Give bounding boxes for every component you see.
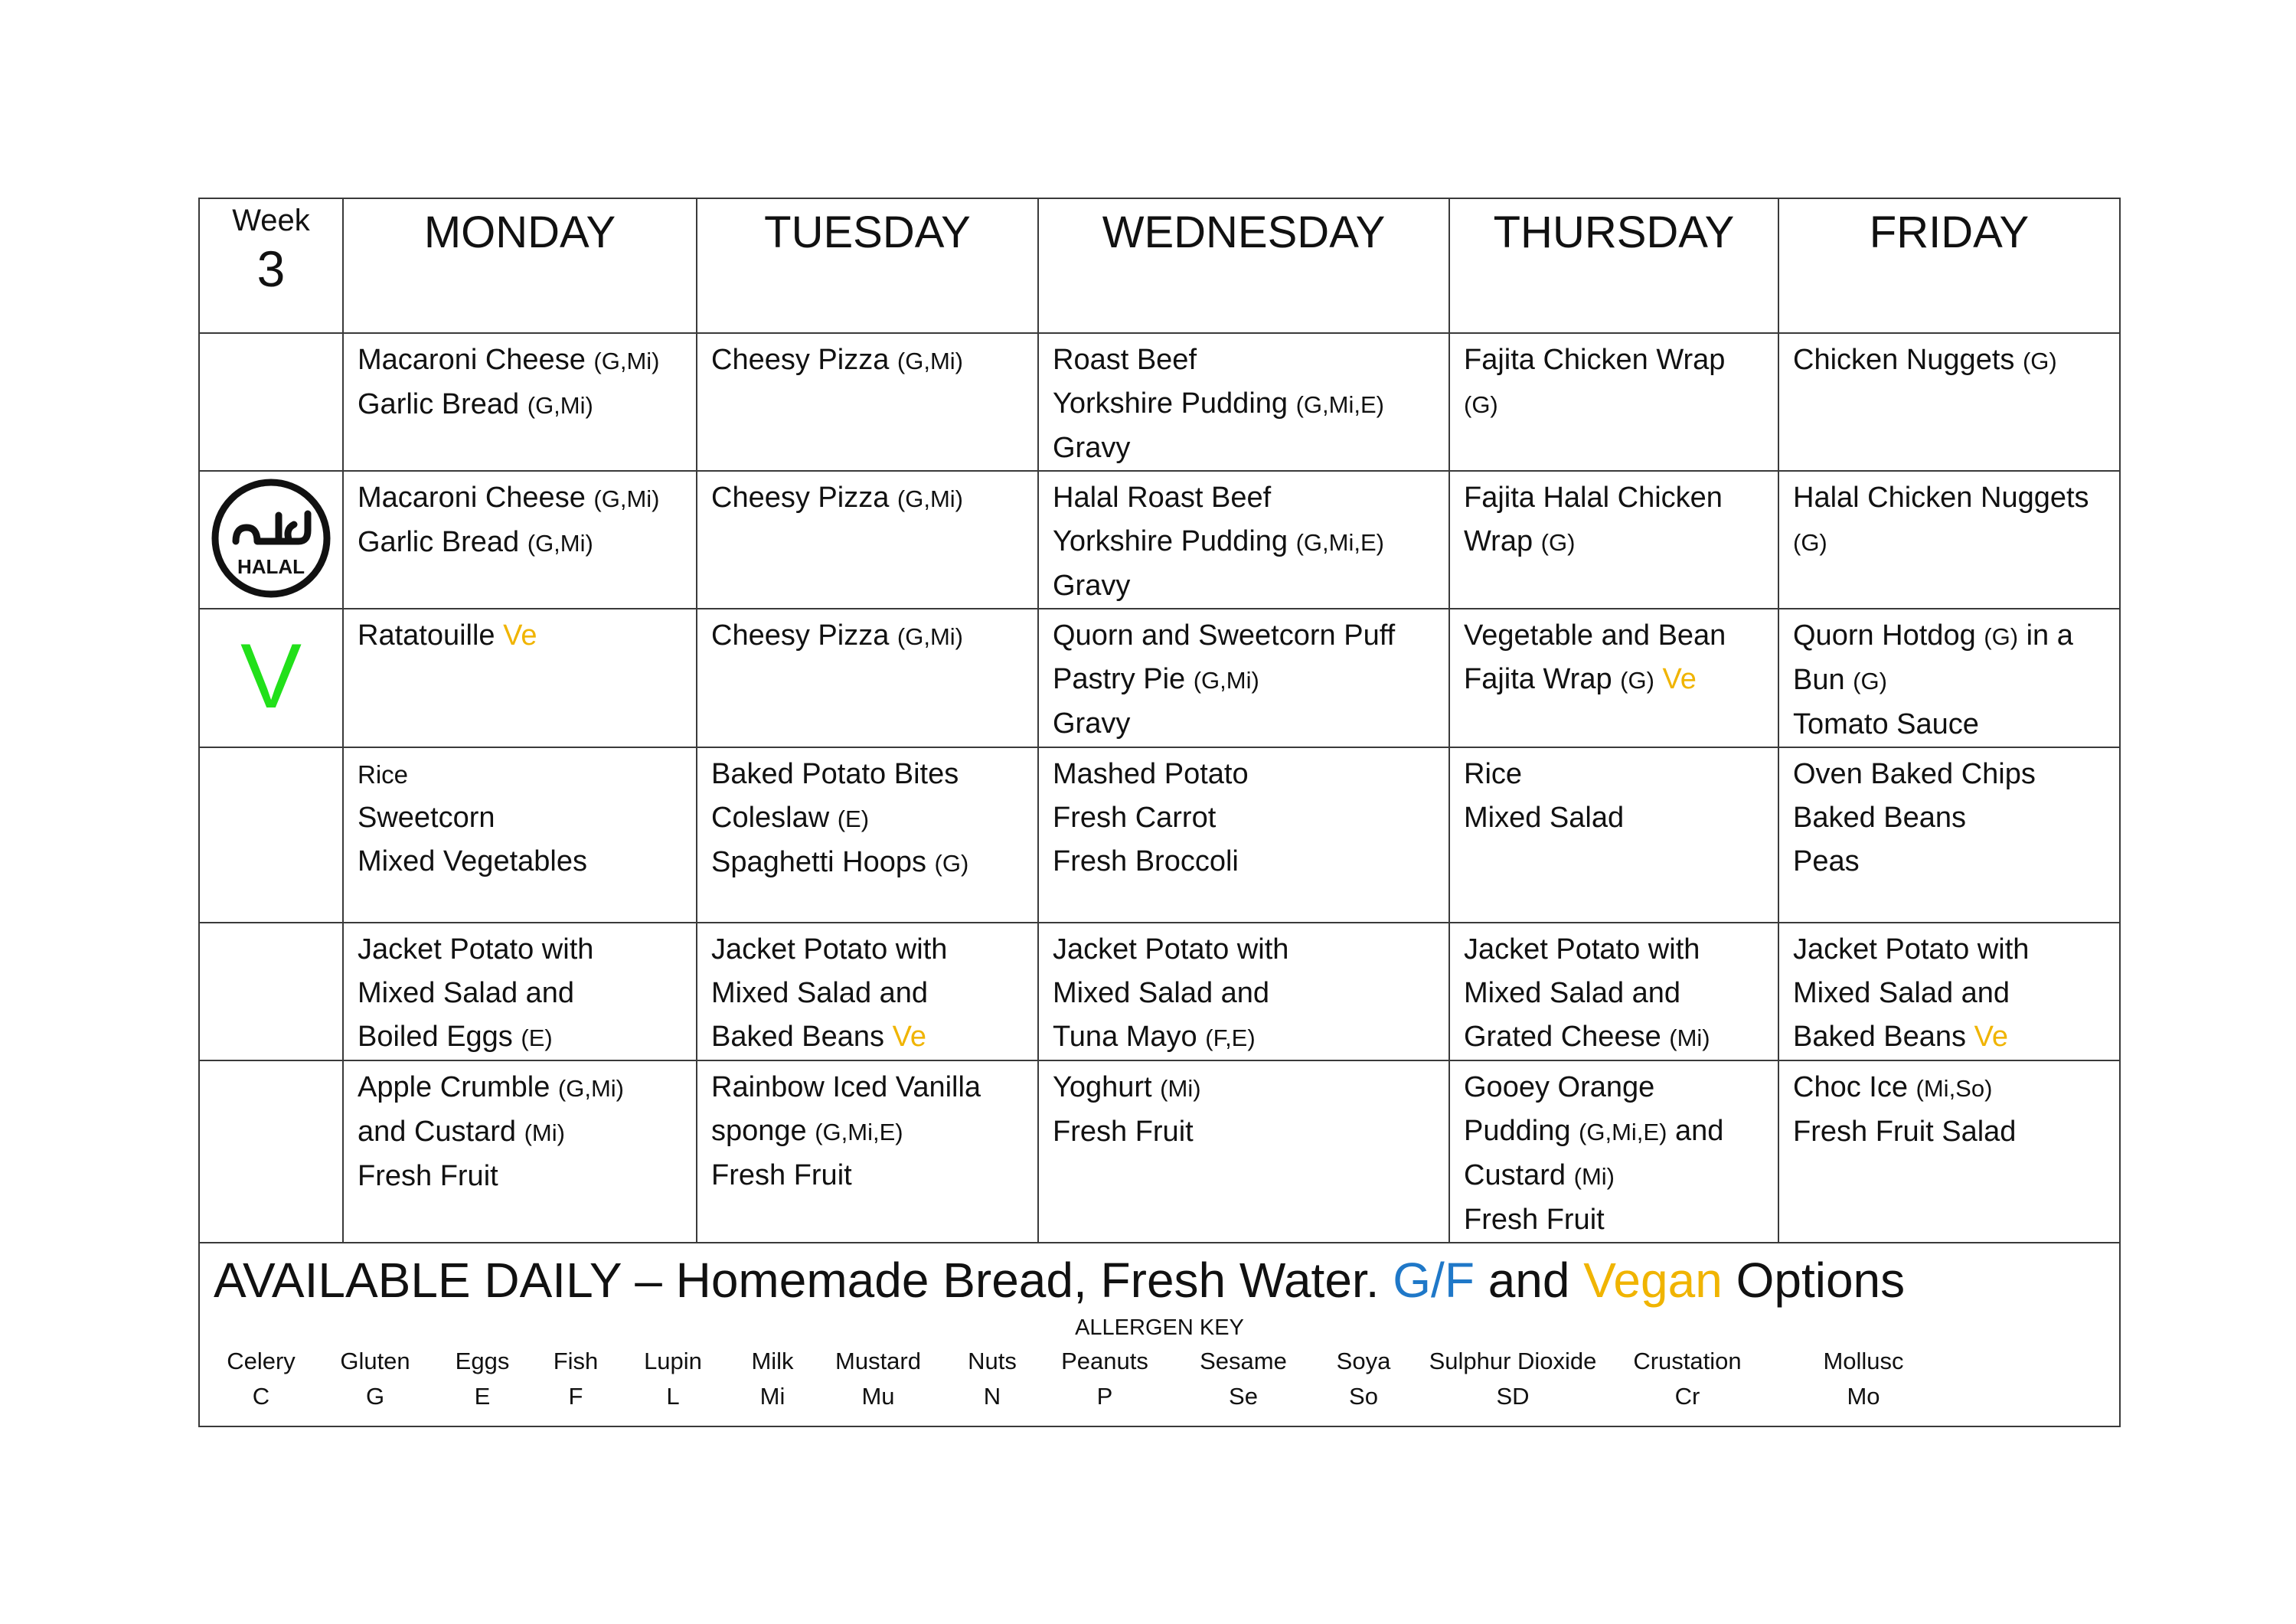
menu-text: Macaroni Cheese <box>358 482 594 514</box>
menu-line <box>1793 1110 2105 1154</box>
menu-line <box>358 753 682 796</box>
jacket-cell-thursday <box>1449 923 1778 1060</box>
allergen-tag: (Mi) <box>1669 1024 1710 1051</box>
menu-text: Roast Beef <box>1053 344 1197 376</box>
dessert-cell-monday <box>343 1060 697 1243</box>
menu-line <box>1793 796 2105 840</box>
menu-line <box>1053 476 1435 520</box>
menu-text: Halal Roast Beef <box>1053 482 1272 514</box>
menu-line <box>711 338 1024 383</box>
menu-line <box>711 753 1024 796</box>
day-header-friday: FRIDAY <box>1778 198 2120 333</box>
vegan-tag: Ve <box>1974 1021 2008 1053</box>
allergen-tag: (G) <box>2022 348 2057 374</box>
row-label-empty <box>199 923 343 1060</box>
day-header-wednesday: WEDNESDAY <box>1038 198 1449 333</box>
menu-text: Vegetable and Bean <box>1464 619 1726 652</box>
dessert-cell-friday <box>1778 1060 2120 1243</box>
menu-line <box>711 796 1024 841</box>
menu-line <box>711 1015 1024 1059</box>
menu-text: Rice <box>1464 758 1523 790</box>
menu-text: Rice <box>358 760 409 789</box>
allergen-name: Gluten <box>340 1348 410 1374</box>
allergen-tag: (G) <box>1464 391 1498 418</box>
allergen-key-item <box>1823 1344 1903 1414</box>
allergen-key-item <box>1429 1344 1597 1414</box>
menu-text: sponge <box>711 1115 815 1147</box>
menu-text: Pastry Pie <box>1053 663 1194 695</box>
menu-line <box>1793 476 2105 520</box>
menu-line <box>358 383 682 427</box>
menu-line <box>711 841 1024 885</box>
jacket-cell-friday <box>1778 923 2120 1060</box>
menu-text: Mixed Salad and <box>711 977 929 1009</box>
dessert-cell-thursday <box>1449 1060 1778 1243</box>
menu-line <box>1464 1198 1764 1242</box>
halal-cell-tuesday <box>697 471 1038 609</box>
menu-text: Yorkshire Pudding <box>1053 525 1296 557</box>
sides-cell-friday <box>1778 747 2120 923</box>
jacket-cell-wednesday <box>1038 923 1449 1060</box>
menu-text: Garlic Bread <box>358 388 527 420</box>
allergen-key-item <box>751 1344 793 1414</box>
allergen-key-item <box>1200 1344 1287 1414</box>
menu-text: Grated Cheese <box>1464 1021 1670 1053</box>
allergen-tag: (G,Mi) <box>527 392 593 419</box>
sides-cell-tuesday <box>697 747 1038 923</box>
allergen-code: Cr <box>1674 1383 1700 1410</box>
weekly-menu-table <box>198 198 2121 1427</box>
dessert-row <box>199 1060 2120 1243</box>
menu-line <box>1464 614 1764 658</box>
menu-text: Wrap <box>1464 525 1541 557</box>
allergen-tag: (Mi,So) <box>1916 1075 1993 1102</box>
menu-line <box>1793 928 2105 972</box>
allergen-code: So <box>1349 1383 1378 1410</box>
menu-line <box>1793 703 2105 747</box>
menu-text: Pudding <box>1464 1115 1579 1147</box>
allergen-tag: (Mi) <box>524 1119 565 1146</box>
menu-line <box>1053 658 1435 702</box>
menu-line <box>1793 753 2105 796</box>
menu-line <box>711 1066 1024 1109</box>
menu-line <box>358 1066 682 1110</box>
allergen-name: Celery <box>227 1348 296 1374</box>
menu-text: Choc Ice <box>1793 1071 1916 1103</box>
halal-cell-friday <box>1778 471 2120 609</box>
allergen-code: Mu <box>861 1383 895 1410</box>
row-label-empty <box>199 333 343 471</box>
footer-cell <box>199 1243 2120 1426</box>
menu-line <box>358 1110 682 1155</box>
menu-text: Gravy <box>1053 570 1131 602</box>
halal-cell-thursday <box>1449 471 1778 609</box>
menu-text: and Custard <box>358 1116 524 1148</box>
menu-line <box>1464 382 1764 426</box>
menu-text: Peas <box>1793 845 1860 877</box>
allergen-tag: (G) <box>1793 529 1827 556</box>
menu-line <box>1053 928 1435 972</box>
menu-text: Fresh Fruit <box>358 1160 498 1192</box>
menu-text: Mixed Vegetables <box>358 845 587 877</box>
menu-line <box>1793 1066 2105 1110</box>
menu-line <box>1053 614 1435 658</box>
vegetarian-v-mark: V <box>240 625 302 727</box>
menu-line <box>358 928 682 972</box>
halal-label-cell <box>199 471 343 609</box>
sides-cell-wednesday <box>1038 747 1449 923</box>
allergen-key-title: ALLERGEN KEY <box>1075 1315 1244 1340</box>
menu-line <box>1464 1066 1764 1109</box>
halal-cell-wednesday <box>1038 471 1449 609</box>
vegetarian-label-cell <box>199 609 343 747</box>
allergen-tag: (G,Mi,E) <box>1579 1119 1667 1145</box>
allergen-tag: (G) <box>1984 623 2019 650</box>
allergen-tag: (G) <box>1540 529 1576 556</box>
menu-text: Sweetcorn <box>358 802 495 834</box>
allergen-code: N <box>983 1383 1001 1410</box>
menu-text: Quorn Hotdog <box>1793 619 1984 652</box>
menu-text: Halal Chicken Nuggets <box>1793 482 2089 514</box>
allergen-key-item <box>340 1344 410 1414</box>
halal-logo-text: HALAL <box>237 554 305 578</box>
allergen-key-item <box>1061 1344 1148 1414</box>
allergen-tag: (G) <box>1620 667 1654 694</box>
allergen-tag: (G,Mi) <box>593 348 660 374</box>
available-daily-line <box>214 1250 2105 1311</box>
halal-logo-icon <box>210 477 332 600</box>
menu-text: Jacket Potato with <box>1053 933 1289 966</box>
menu-line <box>358 1015 682 1060</box>
sides-cell-monday <box>343 747 697 923</box>
allergen-tag: (G,Mi,E) <box>1295 529 1384 556</box>
menu-line <box>1464 1109 1764 1154</box>
day-header-monday: MONDAY <box>343 198 697 333</box>
allergen-key <box>214 1341 2105 1414</box>
main-cell-friday <box>1778 333 2120 471</box>
menu-line <box>1464 520 1764 564</box>
allergen-name: Soya <box>1336 1348 1391 1374</box>
allergen-name: Sesame <box>1200 1348 1287 1374</box>
menu-line <box>1053 382 1435 426</box>
menu-text: Gravy <box>1053 707 1131 740</box>
menu-text: Coleslaw <box>711 802 838 834</box>
menu-line <box>1793 972 2105 1015</box>
menu-text: Macaroni Cheese <box>358 344 594 376</box>
sides-row <box>199 747 2120 923</box>
allergen-tag: (E) <box>837 805 870 832</box>
menu-line <box>711 476 1024 521</box>
menu-text: Fresh Fruit <box>711 1159 852 1191</box>
menu-line <box>1464 476 1764 520</box>
allergen-tag: (G,Mi) <box>527 530 593 557</box>
allergen-code: SD <box>1496 1383 1530 1410</box>
allergen-key-item <box>835 1344 921 1414</box>
allergen-tag: (G,Mi) <box>897 623 963 650</box>
menu-line <box>711 614 1024 658</box>
allergen-code: L <box>666 1383 680 1410</box>
jacket-cell-tuesday <box>697 923 1038 1060</box>
menu-line <box>1464 928 1764 972</box>
menu-text: Cheesy Pizza <box>711 344 897 376</box>
allergen-tag: (Mi) <box>1573 1163 1615 1190</box>
allergen-tag: (G,Mi) <box>897 485 963 512</box>
menu-text: Fresh Fruit <box>1053 1116 1194 1148</box>
menu-line <box>1793 614 2105 658</box>
menu-line <box>358 521 682 565</box>
menu-text: Baked Beans <box>1793 1021 1974 1053</box>
main-cell-thursday <box>1449 333 1778 471</box>
menu-text: Quorn and Sweetcorn Puff <box>1053 619 1396 652</box>
vegan-tag: Ve <box>1654 663 1697 695</box>
allergen-tag: (G,Mi) <box>1193 667 1259 694</box>
menu-text: Jacket Potato with <box>1793 933 2030 966</box>
footer-row <box>199 1243 2120 1426</box>
dessert-cell-tuesday <box>697 1060 1038 1243</box>
menu-line <box>1053 796 1435 840</box>
menu-line <box>1793 1015 2105 1059</box>
menu-line <box>1464 753 1764 796</box>
vegetarian-cell-thursday <box>1449 609 1778 747</box>
allergen-code: Mo <box>1847 1383 1880 1410</box>
jacket-potato-row <box>199 923 2120 1060</box>
menu-line <box>1053 520 1435 564</box>
menu-text: Mashed Potato <box>1053 758 1249 790</box>
allergen-code: C <box>252 1383 270 1410</box>
menu-text: in a <box>2018 619 2073 652</box>
allergen-name: Peanuts <box>1061 1348 1148 1374</box>
menu-line <box>1793 338 2105 383</box>
menu-line <box>711 928 1024 972</box>
halal-meal-row <box>199 471 2120 609</box>
menu-text: Fajita Halal Chicken <box>1464 482 1723 514</box>
menu-text: Cheesy Pizza <box>711 482 897 514</box>
menu-line <box>1053 753 1435 796</box>
gf-option: G/F <box>1393 1253 1475 1308</box>
menu-text: Gooey Orange <box>1464 1071 1655 1103</box>
menu-line <box>1053 1110 1435 1154</box>
menu-text: Custard <box>1464 1159 1574 1191</box>
allergen-tag: (G,Mi,E) <box>815 1119 903 1145</box>
row-label-empty <box>199 747 343 923</box>
menu-text: Fajita Chicken Wrap <box>1464 344 1726 376</box>
menu-text: Ratatouille <box>358 619 504 652</box>
vegan-option: Vegan <box>1583 1253 1723 1308</box>
allergen-key-item <box>227 1344 296 1414</box>
vegetarian-cell-monday <box>343 609 697 747</box>
menu-line <box>711 1109 1024 1154</box>
menu-text: Chicken Nuggets <box>1793 344 2023 376</box>
menu-text: Fresh Broccoli <box>1053 845 1239 877</box>
menu-line <box>1464 1154 1764 1198</box>
daily-options: Options <box>1722 1253 1906 1308</box>
menu-line <box>358 338 682 383</box>
menu-text: Fresh Fruit <box>1464 1204 1605 1236</box>
menu-line <box>358 840 682 884</box>
menu-line <box>358 972 682 1015</box>
menu-line <box>1053 1015 1435 1060</box>
menu-line <box>358 614 682 658</box>
allergen-key-item <box>1633 1344 1741 1414</box>
menu-text: Baked Beans <box>711 1021 893 1053</box>
jacket-cell-monday <box>343 923 697 1060</box>
main-cell-wednesday <box>1038 333 1449 471</box>
menu-text: Cheesy Pizza <box>711 619 897 652</box>
allergen-tag: (E) <box>521 1024 553 1051</box>
menu-text: Mixed Salad and <box>1464 977 1681 1009</box>
allergen-name: Mustard <box>835 1348 921 1374</box>
halal-cell-monday <box>343 471 697 609</box>
menu-text: Boiled Eggs <box>358 1021 521 1053</box>
vegetarian-cell-tuesday <box>697 609 1038 747</box>
menu-text: Garlic Bread <box>358 526 527 558</box>
menu-text: Yorkshire Pudding <box>1053 387 1296 420</box>
allergen-name: Milk <box>751 1348 794 1374</box>
menu-text: Gravy <box>1053 432 1131 464</box>
allergen-name: Mollusc <box>1823 1348 1904 1374</box>
vegetarian-cell-friday <box>1778 609 2120 747</box>
allergen-key-item <box>968 1344 1017 1414</box>
allergen-code: G <box>365 1383 385 1410</box>
header-row <box>199 198 2120 333</box>
menu-text: Baked Potato Bites <box>711 758 959 790</box>
menu-text: Fresh Fruit Salad <box>1793 1116 2017 1148</box>
allergen-code: P <box>1096 1383 1113 1410</box>
allergen-key-item <box>1337 1344 1391 1414</box>
main-cell-tuesday <box>697 333 1038 471</box>
allergen-code: F <box>568 1383 583 1410</box>
menu-text: Jacket Potato with <box>358 933 594 966</box>
main-meal-row <box>199 333 2120 471</box>
day-header-thursday: THURSDAY <box>1449 198 1778 333</box>
menu-text: Mixed Salad <box>1464 802 1625 834</box>
allergen-name: Fish <box>553 1348 599 1374</box>
menu-text: Jacket Potato with <box>711 933 948 966</box>
menu-line <box>711 1154 1024 1198</box>
menu-line <box>1053 338 1435 382</box>
menu-line <box>1464 972 1764 1015</box>
menu-line <box>1464 658 1764 702</box>
dessert-cell-wednesday <box>1038 1060 1449 1243</box>
menu-text: Tomato Sauce <box>1793 708 1979 740</box>
menu-line <box>358 476 682 521</box>
menu-text: Jacket Potato with <box>1464 933 1700 966</box>
menu-line <box>1053 972 1435 1015</box>
menu-line <box>358 1155 682 1198</box>
allergen-tag: (G,Mi) <box>557 1075 624 1102</box>
allergen-name: Sulphur Dioxide <box>1429 1348 1597 1374</box>
menu-text: Fajita Wrap <box>1464 663 1621 695</box>
menu-text: Yoghurt <box>1053 1071 1161 1103</box>
menu-line <box>1053 840 1435 884</box>
daily-prefix: AVAILABLE DAILY – Homemade Bread, Fresh Water. <box>214 1253 1393 1308</box>
allergen-key-item <box>554 1344 599 1414</box>
row-label-empty <box>199 1060 343 1243</box>
allergen-name: Lupin <box>644 1348 702 1374</box>
allergen-code: Mi <box>759 1383 785 1410</box>
allergen-tag: (G) <box>934 850 969 877</box>
vegan-tag: Ve <box>892 1021 926 1053</box>
allergen-tag: (G,Mi) <box>593 485 660 512</box>
week-label: Week <box>232 204 310 237</box>
vegan-tag: Ve <box>503 619 537 652</box>
menu-text: Rainbow Iced Vanilla <box>711 1071 981 1103</box>
menu-line <box>1053 564 1435 608</box>
allergen-key-item <box>644 1344 702 1414</box>
vegetarian-meal-row <box>199 609 2120 747</box>
menu-text: and <box>1667 1115 1724 1147</box>
menu-text: Mixed Salad and <box>358 977 575 1009</box>
allergen-name: Nuts <box>968 1348 1017 1374</box>
allergen-tag: (F,E) <box>1205 1024 1256 1051</box>
menu-text: Oven Baked Chips <box>1793 758 2036 790</box>
menu-text: Spaghetti Hoops <box>711 846 935 878</box>
menu-line <box>1053 426 1435 470</box>
menu-line <box>1464 796 1764 840</box>
allergen-name: Crustation <box>1633 1348 1742 1374</box>
allergen-tag: (G,Mi) <box>897 348 963 374</box>
menu-line <box>1793 658 2105 703</box>
menu-line <box>1464 338 1764 382</box>
menu-line <box>1053 702 1435 746</box>
week-cell <box>199 198 343 333</box>
menu-line <box>1464 1015 1764 1060</box>
vegetarian-cell-wednesday <box>1038 609 1449 747</box>
menu-text: Mixed Salad and <box>1053 977 1270 1009</box>
menu-text: Baked Beans <box>1793 802 1967 834</box>
menu-line <box>1793 840 2105 884</box>
menu-line <box>1053 1066 1435 1110</box>
allergen-tag: (G,Mi,E) <box>1295 391 1384 418</box>
daily-and: and <box>1474 1253 1584 1308</box>
menu-text: Mixed Salad and <box>1793 977 2010 1009</box>
menu-line <box>711 972 1024 1015</box>
day-header-tuesday: TUESDAY <box>697 198 1038 333</box>
menu-text: Apple Crumble <box>358 1071 558 1103</box>
menu-text: Bun <box>1793 664 1853 696</box>
allergen-code: E <box>474 1383 491 1410</box>
allergen-code: Se <box>1229 1383 1258 1410</box>
sides-cell-thursday <box>1449 747 1778 923</box>
allergen-tag: (G) <box>1853 668 1887 694</box>
allergen-tag: (Mi) <box>1160 1075 1201 1102</box>
allergen-key-item <box>456 1344 510 1414</box>
menu-line <box>358 796 682 840</box>
menu-line <box>1793 520 2105 564</box>
allergen-name: Eggs <box>455 1348 510 1374</box>
menu-text: Tuna Mayo <box>1053 1021 1206 1053</box>
main-cell-monday <box>343 333 697 471</box>
menu-text: Fresh Carrot <box>1053 802 1217 834</box>
week-number: 3 <box>256 240 286 297</box>
